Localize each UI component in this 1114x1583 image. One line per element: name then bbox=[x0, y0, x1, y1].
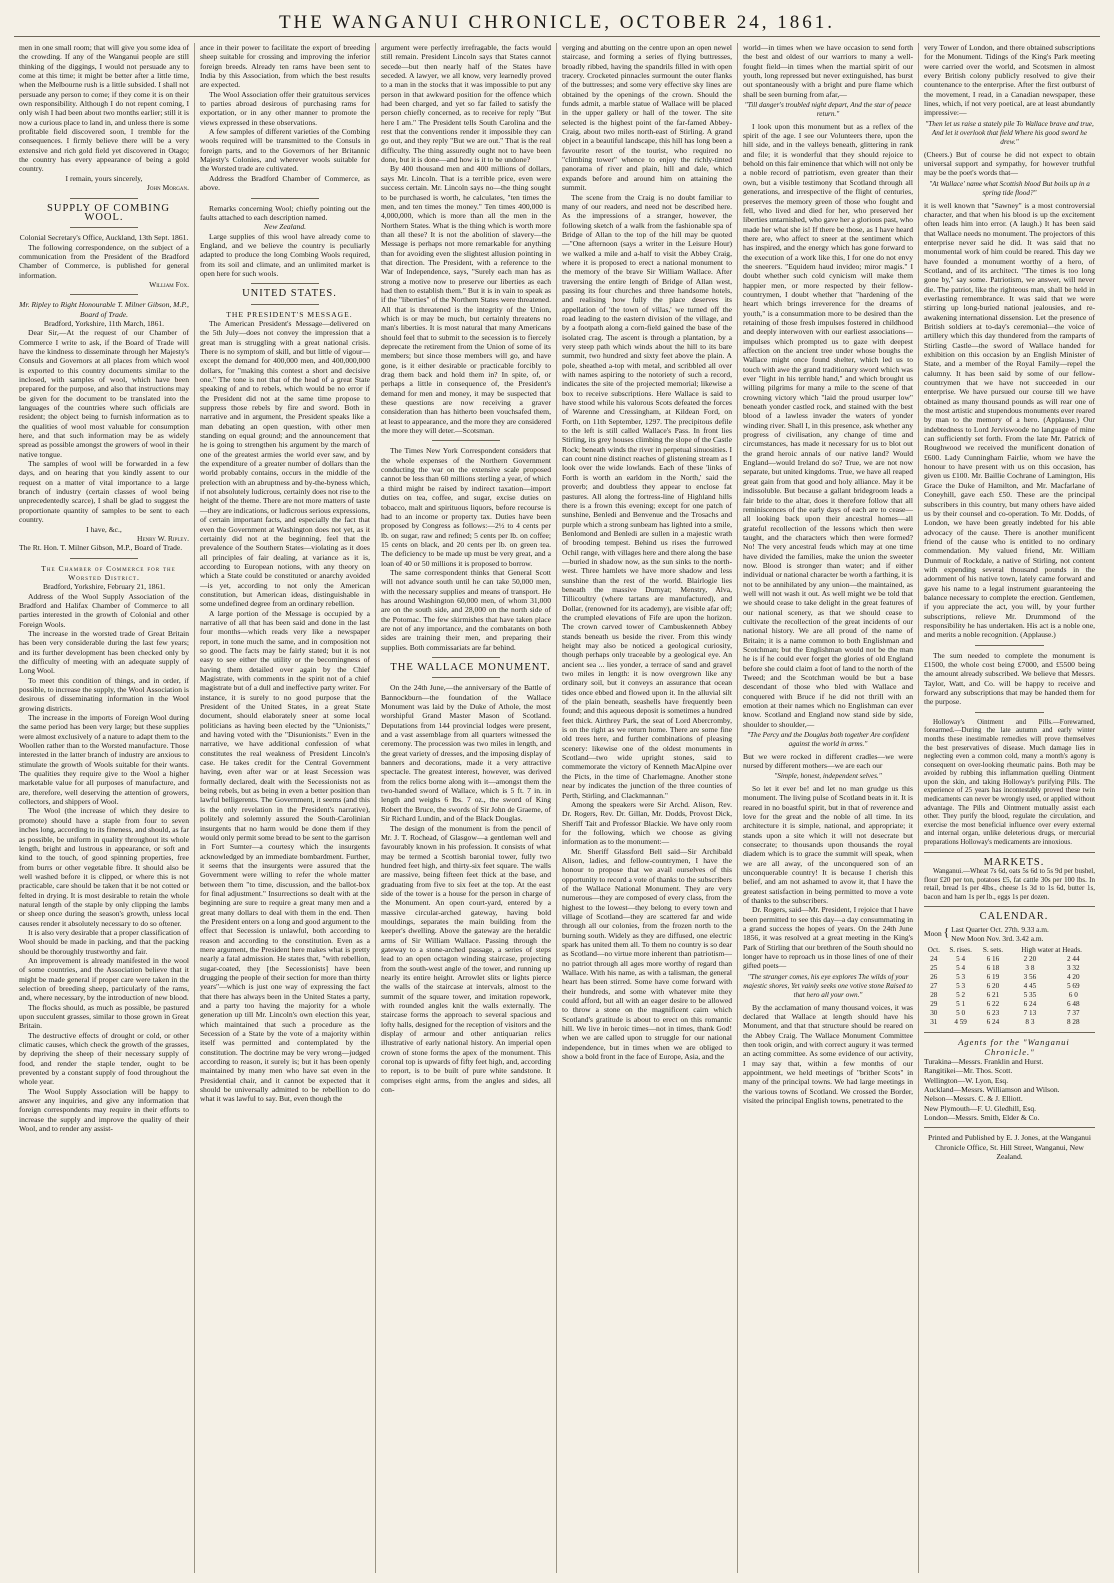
divider bbox=[432, 657, 500, 658]
calendar-cell: 8 28 bbox=[1067, 1018, 1080, 1027]
paragraph: Address of the Wool Supply Association of the Bradford and Halifax Chamber of Commerce to all parties interested in the growth of Colonial and other Foreign Wools. bbox=[19, 591, 189, 629]
calendar-row bbox=[924, 1009, 1095, 1018]
moon-label: Moon bbox=[924, 928, 942, 938]
agent-entry: Turakina—Messrs. Franklin and Hurst. bbox=[924, 1057, 1044, 1067]
subheading: THE PRESIDENT'S MESSAGE. bbox=[226, 309, 353, 319]
article-heading: UNITED STATES. bbox=[242, 288, 337, 300]
calendar-row bbox=[924, 982, 1095, 991]
markets-heading: MARKETS. bbox=[983, 856, 1045, 868]
column-1 bbox=[14, 43, 195, 1573]
paragraph: Dear Sir,—At the request of our Chamber of Commerce I write to ask, if the Board of Trade will have the kindness to disseminate through her Majesty's Consuls and Governors at all places from which wool is exported to this country documents similar to the inclosed, with samples of wool, which have been prepared for the purpose, and also that instructions may be given for the document to be translated into the languages of the countries where such officials are resident; the object being to furnish information as to the qualities of wool most valuable for consumption here, and that such information may be as widely spread as possible amongst the growers of wool in their native tongue. bbox=[19, 328, 189, 459]
paragraph: (Cheers.) But of course he did not expect to obtain universal support and sympathy, for however truthful may be the poet's words that— bbox=[924, 149, 1095, 178]
paragraph: it is well known that "Sawney" is a most controversial character, and that when his blood is up the excitement often leads him into error. (A laugh.) It has been said that Wallace needs no monument. The projectors of this enterprise never said he did. It was said that no monumental work of him could be reared. This day we have founded a monument worthy of a hero, of Scotland, and of its architect. "The times is too long gone by," say some. Patriotism, we answer, will never die. The patriot, like the righteous man, shall be held in everlasting remembrance. It was said that we were stirring up long-buried national jealousies, and re-awakening international dissension. Let the presence of British soldiers at to-day's ceremonial—the voice of artillery which this day thundered from the ramparts of Stirling Castle—the sword of Wallace handed for exhibition on this occasion by an English Minister of State, and a member of the Royal Family—repel the calumny. It has been said by some of our fellow-countrymen that we have not succeeded in our enterprise. We have pursued our course till we have obtained as many thousand pounds as will rear one of the most artistic and stupendous monuments ever reared by man to the memory of a hero. (Applause.) Our indebtedness to Lord Jerviswoode no language of mine can sufficiently set forth. From the late Mr. Patrick of Roughwood we received the munificent donation of £600. Lady Cunningham Fairlie, whom we have the honour to have present with us on this occasion, has given us £100. Mr. Baillie Cochrane of Lamington, His Grace the Duke of Hamilton, and Mr. Macfarlane of Coneyhill, gave each £50. These are the principal subscribers in this country, but many others have aided us by their counsel and co-operation. To Mr. Dodds, of London, we have been greatly indebted for his able advocacy of the cause. There is another munificent friend of the cause who is entitled to no ordinary commendation. My valued friend, Mr. William Dunmuir of Rockdale, a native of Stirling, not content with expending several thousand pounds in the adornment of his native town, lately came forward and gave his name to a legal instrument guaranteeing the balance necessary to complete the erection. Gentlemen, if you appreciate the act, you will, by your further subscriptions, relieve Mr. Drummond of the responsibility he has undertaken. His act is a noble one, and merits a noble recognition. (Applause.) bbox=[924, 200, 1095, 640]
calendar-row bbox=[924, 964, 1095, 973]
divider bbox=[251, 304, 319, 305]
calendar-cell: 7 37 bbox=[1067, 1009, 1080, 1018]
calendar-cell: 6 16 bbox=[986, 955, 1000, 964]
calendar-header: S. rises. bbox=[949, 946, 972, 955]
calendar-table bbox=[924, 946, 1095, 1027]
paragraph: The sum needed to complete the monument is £1500, the whole cost being £7000, and £5500 being the amount already subscribed. We believe that Messrs. Taylor, Watt, and Co. will be happy to receive and forward any subscriptions that may be handed them for the purpose. bbox=[924, 650, 1095, 707]
agent-entry: Nelson—Messrs. C. & J. Elliott. bbox=[924, 1094, 1023, 1104]
calendar-header: S. sets. bbox=[982, 946, 1003, 955]
markets-report: Wanganui.—Wheat 7s 6d, oats 5s 6d to 5s 9d per bushel, flour £20 per ton, potatoes £5, fat cattle 30s per 100 lbs. In retail, bread 1s per 4lbs., cheese 1s 3d to 1s 6d, butter 1s, bacon and ham 1s per lb., eggs 1s per dozen. bbox=[924, 866, 1095, 901]
calendar-cell: 30 bbox=[930, 1009, 938, 1018]
calendar-row bbox=[924, 1000, 1095, 1009]
paragraph: The increase in the imports of Foreign Wool during the same period has been very large; but these supplies were almost exclusively of a nature to adapt them to the Woollen rather than to the Worsted manufacture. Those interested in the latter branch of industry are anxious to stimulate the growth of Wools suitable for their wants. The qualities they require give to the Wool a higher marketable value for all purposes of manufacture, and are, therefore, well deserving the attention of growers, collectors, and shippers of Wool. bbox=[19, 713, 189, 807]
paragraph: The Times New York Correspondent considers that the whole expenses of the Northern Government conducting the war on the extensive scale proposed cannot be less than 60 millions sterling a year, of which a third might be raised by indirect taxation—import duties on tea, coffee, and sugar, excise duties on tobacco, malt and spirituous liquors, before recourse is had to an income or property tax. Duties have been proposed by Congress as follows:—2½ to 4 cents per lb. on sugar, raw and refined; 5 cents per lb. on coffee; 15 cents on black, and 20 cents per lb. on green tea. The deficiency to be made up must be very great, and a loan of 40 or 50 millions it is proposed to borrow. bbox=[381, 446, 551, 568]
paragraph: The Wool Association offer their gratuitous services to parties abroad desirous of purchasing rams for exportation, or in any other manner to promote the views expressed in these observations. bbox=[200, 89, 370, 127]
divider bbox=[70, 294, 138, 295]
divider bbox=[70, 198, 138, 199]
paragraph: The flocks should, as much as possible, be pastured upon succulent grasses, similar to those grown in Great Britain. bbox=[19, 1002, 189, 1031]
divider bbox=[432, 440, 500, 441]
verse-quote: "Till danger's troubled night depart, And the star of peace return." bbox=[744, 101, 912, 119]
verse-quote: "At Wallace' name what Scottish blood But boils up in a spring tide flood?" bbox=[929, 179, 1090, 198]
column-2 bbox=[195, 43, 376, 1573]
agent-entry: New Plymouth—F. U. Gledhill, Esq. bbox=[924, 1103, 1037, 1113]
calendar-row bbox=[924, 955, 1095, 964]
calendar-cell: 3 32 bbox=[1067, 964, 1080, 973]
divider bbox=[924, 852, 1095, 853]
paragraph: The same correspondent thinks that General Scott will not advance south until he can take 50,000 men, with the necessary supplies and means of transport. He has around Washington 60,000 men, of whom 31,000 are on the south side, and 28,000 on the north side of the Potomac. The few skirmishes that have taken place are not of any importance, and the combatants on both sides are training their men, and preparing their supplies. Both commissariats are far behind. bbox=[381, 567, 551, 652]
calendar-cell: 29 bbox=[930, 1000, 938, 1009]
calendar-cell: 6 48 bbox=[1067, 1000, 1080, 1009]
paragraph: argument were perfectly irrefragable, the facts would still remain. President Lincoln says that States cannot secede—but then nearly half of the States have seceded. A lawyer, we all know, very learnedly proved to a man in the stocks that it was impossible to put any person in that awkward position for the offence which had been charged, and yet so far failed to satisfy the person chiefly concerned, as to receive for reply "But here I am." The President tells South Carolina and the rest that the conventions render it impossible they can go out, and they reply "But we are out." That is the real difficulty. The thing assuredly ought not to have been done, but it is done—and how is it to be undone? bbox=[381, 43, 551, 165]
paragraph: world—in times when we have occasion to send forth the best and oldest of our warriors to many a well-fought field—in times when the martial spirit of our youth, long repressed but never extinguished, has burst out spontaneously with a bright and pure flame which shall be seen burning from afar,— bbox=[743, 43, 913, 99]
divider bbox=[924, 906, 1095, 907]
paragraph: A few samples of different varieties of the Combing wools required will be transmitted to the Consuls in foreign parts, and to the Governors of her Britannic Majesty's Colonies, and wherever wools suitable for the Worsted trade are cultivated. bbox=[200, 127, 370, 174]
calendar-cell: 5 0 bbox=[956, 1009, 966, 1018]
letter-text: men in one small room; that will give you some idea of the crowding. If any of the Wanganui people are still thinking of the diggings, I would not persuade any to come at this time; it might be better after a little time, when the Melbourne rush is a little subsided. I shall not persuade any person to come; if they come it is on their own responsibility. Although I do not repent coming, I only wish I had been about two months earlier; still it is now a curious place to land in, and unless there is some profitable field discovered soon, I tremble for the consequences. I firmly believe there will be a very extensive and rich gold field yet discovered in Otago; the country has every appearance of being a gold country. bbox=[19, 43, 189, 174]
dateline: Bradford, Yorkshire, February 21, 1861. bbox=[42, 582, 166, 592]
article-heading: SUPPLY OF COMBING WOOL. bbox=[47, 202, 170, 223]
agent-entry: Rangitikei—Mr. Thos. Scott. bbox=[924, 1066, 1013, 1076]
paragraph: Large supplies of this wool have already come to England, and we believe the country is peculiarly adapted to produce the long Combing Wools required, from its soil and climate, and an unlimited market is open here for such wools. bbox=[200, 231, 370, 278]
calendar-cell: 6 21 bbox=[986, 991, 1000, 1000]
calendar-row bbox=[924, 1018, 1095, 1027]
calendar-cell: 28 bbox=[930, 991, 938, 1000]
paragraph: Address the Bradford Chamber of Commerce, as above. bbox=[200, 173, 370, 193]
calendar-cell: 5 35 bbox=[1023, 991, 1037, 1000]
calendar-cell: 5 1 bbox=[956, 1000, 966, 1009]
divider bbox=[924, 1127, 1095, 1128]
paragraph: verging and abutting on the centre upon an open newel staircase, and forming a series of flying buttresses, broadly ribbed, having the spandrils filled in with open tracery. Crocketed pinnacles surmount the outer flanks of the buttresses; and some very effective sky lines are obtained by the openings of the crown. Should the funds admit, a marble statue of Wallace will be placed in the upper gallery or hall of the tower. The site selected is the highest point of the far-famed Abbey-Craig, about two miles north-east of Stirling. A grand object in a beautiful landscape, this hill has long been a favourite resort of the tourist, who required no "climbing tower" whence to enjoy the richly-tinted panorama of river and plain, hill and dale, which expands before and around him on attaining the summit. bbox=[562, 43, 732, 193]
paragraph: So let it ever be! and let no man grudge us this monument. The living pulse of Scotland beats in it. It is reared in no boastful spirit, but in that of reverence and love for the great and the noble of all time. In its architecture it is simple, national, and appropriate; it stands upon a site which it will not desecrate but consecrate; to thousands upon thousands the royal diadem which is to grace the summit will speak, when we are all away, of the unconquered son of an unconquerable country! It is because I cherish this belief, and am not ashamed to avow it, that I have the greatest satisfaction in being permitted to move a vote of thanks to the subscribers. bbox=[743, 783, 913, 905]
paragraph: On the 24th June,—the anniversary of the Battle of Bannockburn—the foundation of the Wallace Monument was laid by the Duke of Athole, the most worshipful Grand Master Mason of Scotland. Deputations from 144 provincial lodges were present, and a vast assemblage from all quarters witnessed the ceremony. The procession was two miles in length, and the great variety of dresses, and the imposing display of banners and decorations, made it a very attractive spectacle. The greatest interest, however, was derived from the relics borne along with it—amongst them the two-handed sword of Wallace, which is 5 ft. 7 in. in length and weighs 6 lbs. 7 oz., the sword of King Robert the Bruce, the swords of Sir John de Graeme, of Sir Richard Lundin, and of the Black Douglas. bbox=[381, 683, 551, 824]
paragraph: The scene from the Craig is no doubt familiar to many of our readers, and need not be described here. As the impressions of a stranger, however, the following sketch of a walk from the fashionable spa of Bridge of Allan to the top of the hill may be quoted—"One afternoon (says a writer in the Leisure Hour) we walked a mile and a-half to visit the Abbey Craig, where it is proposed to erect a national monument to the memory of the brave Sir William Wallace. After traversing the entire length of Bridge of Allan west, passing its four churches and three handsome hotels, and realising how fully the place deserves its appellation of 'the town of villas,' we turned off the road leading to the eastern division of the village, and by a footpath along a corn-field gained the base of the isolated crag. The ascent is through a plantation, by a very steep path which winds about the hill to its bare summit, two hundred and sixty feet above the plain. A pole, sheathed a-top with metal, and scribbled all over with names aspiring to the notoriety of such a record, indicates the site of the projected memorial; likewise a box to receive subscriptions. Here Wallace is said to have stood while his valorous Scots defeated the forces of Warenne and Cressingham, at Kildean Ford, on Forth, on 11th September, 1297. The precipitous defile to the left is still called Wallace's Pass. In front lies Stirling, its grey houses climbing the slope of the Castle Rock; beneath winds the river in perpetual sinuosities. I can count nine distinct reaches of glistening stream as I look over the wide lowlands. Each of these 'links of Forth is worth an earldom in the North,' said the proverb; and doubtless they appear to enclose fat pastures. All along the fortress-line of Highland hills there is a frown this evening; except for one patch of sunshine, Benledi and Benvenue and the Trosachs and purple which a strong sunbeam has lighted into a smile, Benlomond and Benledi are sullen in a majestic wrath of brooding tempest. Behind us rises the furrowed Ochil range, with villages here and there along the base—buried in shadow now, as the sun sinks to the north-west. Three hamlets we have more shadow and less sunshine than the rest of the world. Blairlogie lies beneath the massive Dumyat; Menstry, Alva, Tillicoultry (where tartans are manufactured), and Dollar, (renowned for its academy), are visible afar off; the crumpled elevations of Fife are upon the horizon. The crown carved tower of Cambuskenneth Abbey stands beneath us beside the river. From this windy height may also be noticed a geological curiosity, though perhaps only traceable by a geological eye. An ancient sea ... lies yonder, a terrace of sand and gravel two miles in length: it is now overgrown like any ordinary soil, but it conveys an assurance that ocean tides once ebbed and flowed upon it. In the alluvial silt of the plain beneath, seashells have frequently been found; and this aqueous deposit is sometimes a hundred feet thick. Airthrey Park, the seat of Lord Abercromby, is on the right as we return home. There are some fine old trees here, and further combinations of pleasing scenery: likewise one of the oldest monuments in Scotland—two wide upright stones, said to commemorate the victory of Kenneth MacAlpine over the Picts, in the time of Charlemagne. Another stone near by indicates the junction of the three counties of Perth, Stirling, and Clackmannan." bbox=[562, 192, 732, 800]
paragraph: The destructive effects of drought or cold, or other climatic causes, which check the growth of the grasses, by depriving the sheep of their necessary supply of food, and render the staple tender, ought to be prevented by a constant supply of food throughout the whole year. bbox=[19, 1030, 189, 1087]
calendar-cell: 4 45 bbox=[1023, 982, 1037, 991]
subheading: The Chamber of Commerce for the Worsted District. bbox=[41, 563, 176, 582]
calendar-cell: 6 18 bbox=[986, 964, 1000, 973]
address-line: Mr. Ripley to Right Honourable T. Milner Gibson, M.P., Board of Trade. bbox=[19, 300, 189, 319]
recipient: The Rt. Hon. T. Milner Gibson, M.P., Board of Trade. bbox=[19, 543, 183, 553]
divider bbox=[251, 283, 319, 284]
letter-signature: John Morgan. bbox=[146, 183, 189, 193]
verse-quote: "The stranger comes, his eye explores The wilds of your majestic shores, Yet vainly seeks one votive stone Raised to that hero all your own." bbox=[743, 972, 913, 1000]
paragraph: The Wool Supply Association will be happy to answer any inquiries, and give any information that foreign correspondents may require in their efforts to increase the supply and improve the quality of their Wool, and to render any assist- bbox=[19, 1086, 189, 1134]
paragraph: very Tower of London, and there obtained subscriptions for the Monument. Tidings of the King's Park meeting were carried over the world, and Scotsmen in almost every British colony publicly resolved to give their countenance to the enterprise. After the first outburst of the movement, I read, in a Canadian newspaper, these lines, which, if not very poetical, are at least abundantly impressive:— bbox=[924, 43, 1095, 118]
moon-phases: Moon { Last Quarter Oct. 27th. 9.33 a.m. New Moon Nov. 3rd. 3.42 a.m. bbox=[924, 924, 1049, 944]
signature: William Fox. bbox=[149, 279, 189, 289]
moon-phase-1: Last Quarter Oct. 27th. 9.33 a.m. bbox=[951, 924, 1049, 934]
advertisement: Holloway's Ointment and Pills.—Forewarned, forearmed.—During the late autumn and early winter months these inestimable remedies will prove themselves the best preservatives of disease. Much damage lies in neglecting even a common cold, many a month's agony is consequent on over-looking rheumatic pains. Both may be avoided by rubbing this inflammation quelling Ointment upon the skin, and taking Holloway's purifying Pills. The experience of 25 years has incontestably proved these twin medicaments can never be wrongly used, or applied without advantage. The Pills and Ointment mutually assist each other. They purify the blood, regulate the circulation, and exercise the most beneficial influence over every external and internal organ, unlike deleterious drugs, or mercurial preparations Holloway's medicaments are innoxious. bbox=[924, 717, 1095, 847]
calendar-cell: 26 bbox=[930, 973, 938, 982]
dateline: Colonial Secretary's Office, Auckland, 13th Sept. 1861. bbox=[19, 233, 189, 243]
columns bbox=[14, 43, 1100, 1573]
paragraph: A large portion of the Message is occupied by a narrative of all that has been said and done in the last four months—which reads very like a newspaper report, in tone much the same, and in composition not so good. The facts may be fairly stated; but it is not easy to see either the utility or the becomingness of having them detailed over again by the Chief Magistrate, with comments in the spirit not of a chief magistrate but of a dull and ineffective party writer. For instance, it is surely to no good purpose that the President of the United States, in a great State document, should elaborately sneer at some local politicians as having been elected by the "Unionists," and having voted with the "Disunionists." Even in the narrative, we have additional confession of what constitutes the real weakness of President Lincoln's case. He takes credit for the Central Government having, even after war or at least Secession was formally declared, dealt with the Secessionists not as being rebels, but as being in even a better position than lawful belligerents. The Government, it seems (and this is the only revelation in the President's narrative), politely and solemnly assured the South-Carolinian insurgents that no harm would be done them if they would only permit some bread to be sent to the garrison in Fort Sumter—a courtesy which the insurgents acknowledged by an immediate bombardment. Further, it seems that the insurgents were assured that the Government were willing to refer the whole matter between them "to time, discussion, and the ballot-box for final adjustment." Insurrections so dealt with at the beginning are sure to require a great many men and a great many dollars to deal with them in the end. Then the President enters on a long and good argument to the effect that Secession is unlawful, both according to reason and according to the constitution. Even as a mere argument, the President here makes what is pretty nearly a fatal admission. He states that, "with rebellion, sugar-coated, they [the Secessionists] have been drugging the people of their section for more than thirty years"—which is just one way of expressing the fact that there has always been in the United States a party, and a party too having the majority for a whole generation up till Mr. Lincoln's own election this year, which maintained that such a procedure as the Secession of a State by the vote of a majority within itself was permitted and contemplated by the constitution. The doctrine may be very wrong—judged according to reason, it surely is; but it has been openly maintained by many men who have sat even in the Presidential chair, and it cannot be expected that it should be universally admitted to be rebellion to do what it was lawful to say. But, even though the bbox=[200, 608, 370, 1104]
calendar-cell: 6 23 bbox=[986, 1009, 1000, 1018]
calendar-cell: 8 3 bbox=[1025, 1018, 1035, 1027]
paragraph: Mr. Sheriff Glassford Bell said—Sir Archibald Alison, ladies, and fellow-countrymen, I have the honour to propose that we avail ourselves of this opportunity to record a vote of thanks to the subscribers of the Wallace National Monument. They are very numerous—they are composed of every class, from the highest to the lowest—they belong to every town and village of Scotland—they are scattered far and wide through all our colonies, from the frozen north to the burning south. Widely as they are diffused, one electric spark has united them all. To them no country is so dear as Scotland—no virtue more inherent than patriotism—no patriot through all ages more worthy of regard than Wallace. With his name, as with a talisman, the general heart has been stirred. Some have come forward with their hundreds, and some with whatever mite they could afford, but all with an eager desire to be allowed to throw a stone on the magnificent cairn which Scotland's gratitude is about to erect on this romantic hill. We live in heroic times—not in times, thank God! when we are called upon to struggle for our national independence, but in times when we are obliged to show a bold front in the face of Europe, Asia, and the bbox=[562, 846, 732, 1062]
divider bbox=[924, 1032, 1095, 1033]
verse-quote: "Then let us raise a stately pile To Wallace brave and true, And let it overlook that field Where his good sword he drew." bbox=[925, 119, 1094, 147]
calendar-cell: 6 0 bbox=[1068, 991, 1078, 1000]
calendar-cell: 24 bbox=[930, 955, 938, 964]
agent-entry: Auckland—Messrs. Williamson and Wilson. bbox=[924, 1085, 1060, 1095]
calendar-heading: CALENDAR. bbox=[979, 911, 1049, 923]
moon-phase-2: New Moon Nov. 3rd. 3.42 a.m. bbox=[951, 934, 1044, 944]
column-3 bbox=[376, 43, 557, 1573]
verse-quote: "Simple, honest, independent selves." bbox=[774, 772, 882, 781]
paragraph: The following correspondence, on the subject of a communication from the President of the Bradford Chamber of Commerce, is published for general information. bbox=[19, 242, 189, 280]
divider bbox=[251, 198, 319, 199]
calendar-cell: 7 13 bbox=[1023, 1009, 1037, 1018]
calendar-cell: 5 2 bbox=[956, 991, 966, 1000]
agent-entry: Wellington—W. Lyon, Esq. bbox=[924, 1075, 1009, 1085]
paragraph: The Wool (the increase of which they desire to promote) should have a staple from four to seven inches long, according to its fineness, and should, as far as possible, be uniform in quality throughout its whole length, bright and lustrous in appearance, or soft and kind to the touch, of good spinning properties, free from burrs or other vegetable fibre. It should also be well washed before it is clipped, or where this is not practicable, care should be taken that it be not cotted or felted in drying. It is most desirable to retain the whole natural length of the staple by only clipping the lambs or sheep once during the season's growth, unless local causes render it absolutely necessary to do so oftener. bbox=[19, 806, 189, 928]
divider bbox=[975, 712, 1043, 713]
agents-list bbox=[924, 1057, 1095, 1122]
calendar-cell: 6 20 bbox=[986, 982, 1000, 991]
paragraph: By 400 thousand men and 400 millions of dollars, says Mr. Lincoln. That is a terrible price, even were success certain. Mr. Lincoln says no—the thing sought to be purchased is worth, he calculates, "ten times the men, and ten times the money." Ten times 400,000 is 4,000,000, which is more than all the men in the Northern States. What is the thing which is worth more than all these? It is not the abolition of slavery—the Message is perhaps not more remarkable for anything than for avoiding even the slightest allusion pointing in that direction. The President, with a reference to the War of Independence, says, "Surely each man has as strong a motive now to preserve our liberties as each had then to establish them." But it is in vain to speak as if the "liberties" of the Northern States were threatened. All that is threatened is the integrity of the Union, which is or may be much, but certainly threatens no man's liberties. It is most natural that many Americans should feel that to submit to the secession is to fiercely deprecate the retirement from the Union of some of its members; but since those members will go, and have gone, is it either desirable or practicable forcibly to drag them back and hold them in? In spite, of, or perhaps a little in consequence of, the President's demand for men and money, it may be suspected that these questions are now receiving a graver consideration than has hitherto been vouchsafed them, at least to appearance, and the more they are considered the more they will deter.—Scotsman. bbox=[381, 164, 551, 436]
calendar-cell: 3 56 bbox=[1023, 973, 1037, 982]
paragraph: The samples of wool will be forwarded in a few days, and on hearing that you kindly assent to our request on a matter of vital importance to a large branch of industry (certain classes of wool being unprecedentedly scarce), I shall be glad to suggest the proportionate quantity of samples to be sent to each country. bbox=[19, 459, 189, 525]
paragraph: The design of the monument is from the pencil of Mr. J. T. Rochead, of Glasgow—a gentleman well and favourably known in his profession. It consists of what may be termed a Scottish baronial tower, fully two hundred feet high, and thirty-six feet square. The walls are massive, being fifteen feet thick at the base, and graduating from five to six feet at the top. At the east side of the tower is a house for the person in charge of the Monument. An open court-yard, entered by a massive circular-arched gateway, having bold mouldings, separates the main building from the keeper's dwelling. Above the gateway are the heraldic arms of Sir William Wallace. Passing through the gateway to a stone-arched passage, a series of steps lead to an open octagon winding staircase, projecting from the south-west angle of the tower, and running up nearly its entire height. Arrowlet slits or lights pierce the walls of the staircase at intervals, almost to the summit of the square tower, and imitation ropework, with rounded angles knit the walls externally. The staircase forms the approach to several spacious and lofty halls, designed for the reception of visitors and the display of armour and other antiquarian relics illustrative of early national history. An imperial open crown of stone forms the apex of the monument. This coronal top is upwards of fifty feet high, and, according to report, is to be built of pure white sandstone. It comprises eight arms, from the angles and sides, all con- bbox=[381, 823, 551, 1095]
calendar-cell: 6 19 bbox=[986, 973, 1000, 982]
agents-heading: Agents for the "Wanganui Chronicle." bbox=[958, 1037, 1070, 1057]
paragraph: By the acclamation of many thousand voices, it was declared that Wallace at length should have his Monument, and that that structure should be reared on the Abbey Craig. The Wallace Monument Committee then took origin, and with correct augury it was termed an acting committee. As some evidence of our activity, I may say that, within a few months of our appointment, we held meetings of "brither Scots" in many of the principal towns. We had large meetings in the various towns of Scotland. We crossed the Border, visited the principal English towns, penetrated to the bbox=[743, 1002, 913, 1106]
calendar-header: High water at Heads. bbox=[1021, 946, 1082, 955]
calendar-cell: 5 3 bbox=[956, 973, 966, 982]
paragraph: It is also very desirable that a proper classification of Wool should be made in packing, and that the packing should be thoroughly trustworthy and fair. bbox=[19, 927, 189, 956]
paragraph: Dr. Rogers, said—Mr. President, I rejoice that I have been permitted to see this day—a day consummating in a grand success the hopes of years. On the 24th June 1856, it was resolved at a great meeting in the King's Park of Stirling that our brethren of the South should no longer have to reproach us in those lines of one of their gifted poets— bbox=[743, 905, 913, 971]
calendar-row bbox=[924, 973, 1095, 982]
paragraph: ance in their power to facilitate the export of breeding sheep suitable for crossing and improving the inferior foreign breeds. Already ten rams have been sent to India by this Association, from which the best results are expected. bbox=[200, 43, 370, 90]
calendar-cell: 4 59 bbox=[954, 1018, 967, 1027]
imprint: Printed and Published by E. J. Jones, at the Wanganui Chronicle Office, St. Hill Street, Wanganui, New Zealand. bbox=[928, 1133, 1091, 1162]
agent-entry: London—Messrs. Smith, Elder & Co. bbox=[924, 1113, 1040, 1123]
calendar-cell: 2 44 bbox=[1067, 955, 1080, 964]
calendar-cell: 5 4 bbox=[956, 964, 966, 973]
column-6 bbox=[919, 43, 1100, 1573]
letter-closing: I have, &c., bbox=[86, 524, 122, 534]
dateline: Bradford, Yorkshire, 11th March, 1861. bbox=[43, 318, 165, 328]
divider bbox=[70, 227, 138, 228]
paragraph: The increase in the worsted trade of Great Britain has been very considerable during the last few years; and its further development has been checked only by the difficulty of meeting with an adequate supply of Long Wool. bbox=[19, 628, 189, 676]
paragraph: The American President's Message—delivered on the 5th July—does not convey the impression that a great man is struggling with a great national crisis. There is no symptom of skill, and but little of vigour—except the demand for 400,000 men, and 400,000,000 dollars, for "making this contest a short and decisive one." The tone is not that of the head of a great State speaking of and to rebels, which would be no error if the President did not at the same time propose to suppress those rebels by fire and sword. Both in narrative and in argument, the President speaks like a man debating an open question, with other men standing on equal ground; and the announcement that he is going to strengthen his argument by the march of one of the greatest armies the world ever saw, and by the expenditure of a greater number of dollars than the world probably contains, occurs in the middle of the prelection with an abruptness and by-the-byness which, if not absolutely ludicrous, certainly does not rise to the height of the theme. There are not more matters of taste—they are indications, or ludicrous serious expressions, of certain important facts, and especially the fact that even the Government at Washington does not yet, as it certainly did not at the beginning, feel that the prevalence of the Southern States—violating as it does all principles of fair dealing, at variance as it is, according to European notions, with any theory on which a State could be constituted or anarchy avoided—is yet, according to not only the American constitution, but American ideas, distinguishable in some undefined degree from an ordinary rebellion. bbox=[200, 318, 370, 609]
calendar-body bbox=[924, 955, 1095, 1027]
paragraph: I look upon this monument but as a reflex of the spirit of the age. I see our Volunteers there, upon the hill side, and in the valleys beneath, glittering in rank and file; it is wonderful that they should rejoice to behold on this fair eminence that which will not only be a noble record of patriotism, even greater than their own, but a visible testimony that Scotland through all generations, and irrespective of the flight of centuries, preserves the memory green of those who fought and fell, who lived and died for her, who preserved her liberties untarnished, who gave her a glorious past, who made her what she is! If there be those, as I have heard there are, who affect to sneer at the sentiment which has inspired, and the energy which has gone forward to the execution of a work like this, I for one do not envy the sneerers. "Equidem haud invideo; miror magis." I doubt whether such cold cynicism will make them happier men, or more respected by their fellow-countrymen, I doubt whether that "hardening of the heart which brings irreverence for the dreams of youth," is a consummation more to be desired than the retaining of those fresh impulses fostered in childhood and deeply interwoven with our earliest associations—impulses which prompted us to gaze with deepest affection on the ancient tree under whose boughs the Wallace might once found shelter, which led us to touch with awe the grand traditionary sword which was ever "light in his terrible hand," and which brought us willing pilgrims for many a mile to the scene of that crowning victory which "laid the proud usurper low" beneath yonder castled rock, and stained with the best blood of a lawless invader the waters of yonder winding river. Shall I, in this presence, ask whether any progress of civilisation, any change of time and circumstances, has made it necessary for us to blot out the grand heroic annals of our native land? Would England—would Ireland do so? True, we are not now separate, but united kingdoms. True, we have all reaped great gain from that good and holy alliance. May it be indissoluble. But because a gallant bridegroom leads a fair bride to the altar, does it therefore follow that all reminiscences of the early days of each are to cease—all looking back upon their ancestral homes—all grateful recollection of the lessons which then were taught, and the characters which then were formed? No! The very ancestral feuds which may at one time have divided the families, make the union the sweeter now. Blood is stronger than water; and if either individual or national character be worth a farthing, it is not to be annihilated by any union—the maintained, as well will not wash it out. As well might we be told that we should cease to take delight in the great features of our national scenery, as that we should cease to cultivate the recollection of the great incidents of our national history. We are all proud of the name of Britain; it is a name common to both Englishman and Scotchman; but the Englishman would not be the man he is if he could ever forget the glories of old England before she could claim a foot of land to the north of the Tweed; and the Scotchman would be but a base descendant of those who bled with Wallace and conquered with Bruce if he did not thrill with an emotion at their names which no Englishman can ever know. Scotland and England now stand side by side, shoulder to shoulder,— bbox=[743, 121, 913, 729]
letter-closing: I remain, yours sincerely, bbox=[65, 173, 143, 183]
calendar-header-row bbox=[924, 946, 1095, 955]
calendar-cell: 5 3 bbox=[956, 982, 966, 991]
calendar-cell: 5 4 bbox=[956, 955, 966, 964]
calendar-cell: 6 24 bbox=[986, 1018, 1000, 1027]
paragraph: But we were rocked in different cradles—we were nursed by different mothers—we are each our bbox=[743, 751, 913, 771]
verse-quote: "The Percy and the Douglas both together Are confident against the world in arms." bbox=[746, 731, 910, 749]
masthead: THE WANGANUI CHRONICLE, OCTOBER 24, 1861. bbox=[14, 10, 1100, 37]
calendar-cell: 31 bbox=[930, 1018, 938, 1027]
subheading: New Zealand. bbox=[263, 222, 307, 232]
calendar-row bbox=[924, 991, 1095, 1000]
paragraph: To meet this condition of things, and in order, if possible, to increase the supply, the Wool Association is desirous of disseminating information in the Wool growing districts. bbox=[19, 675, 189, 713]
calendar-cell: 6 22 bbox=[986, 1000, 1000, 1009]
calendar-cell: 3 8 bbox=[1025, 964, 1035, 973]
article-heading: THE WALLACE MONUMENT. bbox=[390, 662, 551, 673]
calendar-cell: 4 20 bbox=[1067, 973, 1080, 982]
divider bbox=[975, 645, 1043, 646]
calendar-cell: 2 20 bbox=[1023, 955, 1037, 964]
calendar-header: Oct. bbox=[927, 946, 940, 955]
signature: Henry W. Ripley. bbox=[137, 533, 189, 543]
calendar-cell: 6 24 bbox=[1023, 1000, 1037, 1009]
divider bbox=[70, 558, 138, 559]
column-4 bbox=[557, 43, 738, 1573]
calendar-cell: 27 bbox=[930, 982, 938, 991]
paragraph: Remarks concerning Wool; chiefly pointing out the faults attached to each description named. bbox=[200, 203, 370, 222]
calendar-cell: 25 bbox=[930, 964, 938, 973]
calendar-cell: 5 69 bbox=[1067, 982, 1080, 991]
paragraph: An improvement is already manifested in the wool of some countries, and the Association believe that it might be made general if proper care were taken in the selection of breeding sheep, particularly of the rams, and, where necessary, by the introduction of new blood. bbox=[19, 955, 189, 1003]
divider bbox=[432, 677, 500, 678]
paragraph: Among the speakers were Sir Archd. Alison, Rev. Dr. Rogers, Rev. Dr. Gillan, Mr. Dodds, Provost Dick, Sheriff Tait and Professor Blackie. We have only room for the following, which we choose as giving information as to the monument:— bbox=[562, 799, 732, 847]
column-5 bbox=[738, 43, 919, 1573]
